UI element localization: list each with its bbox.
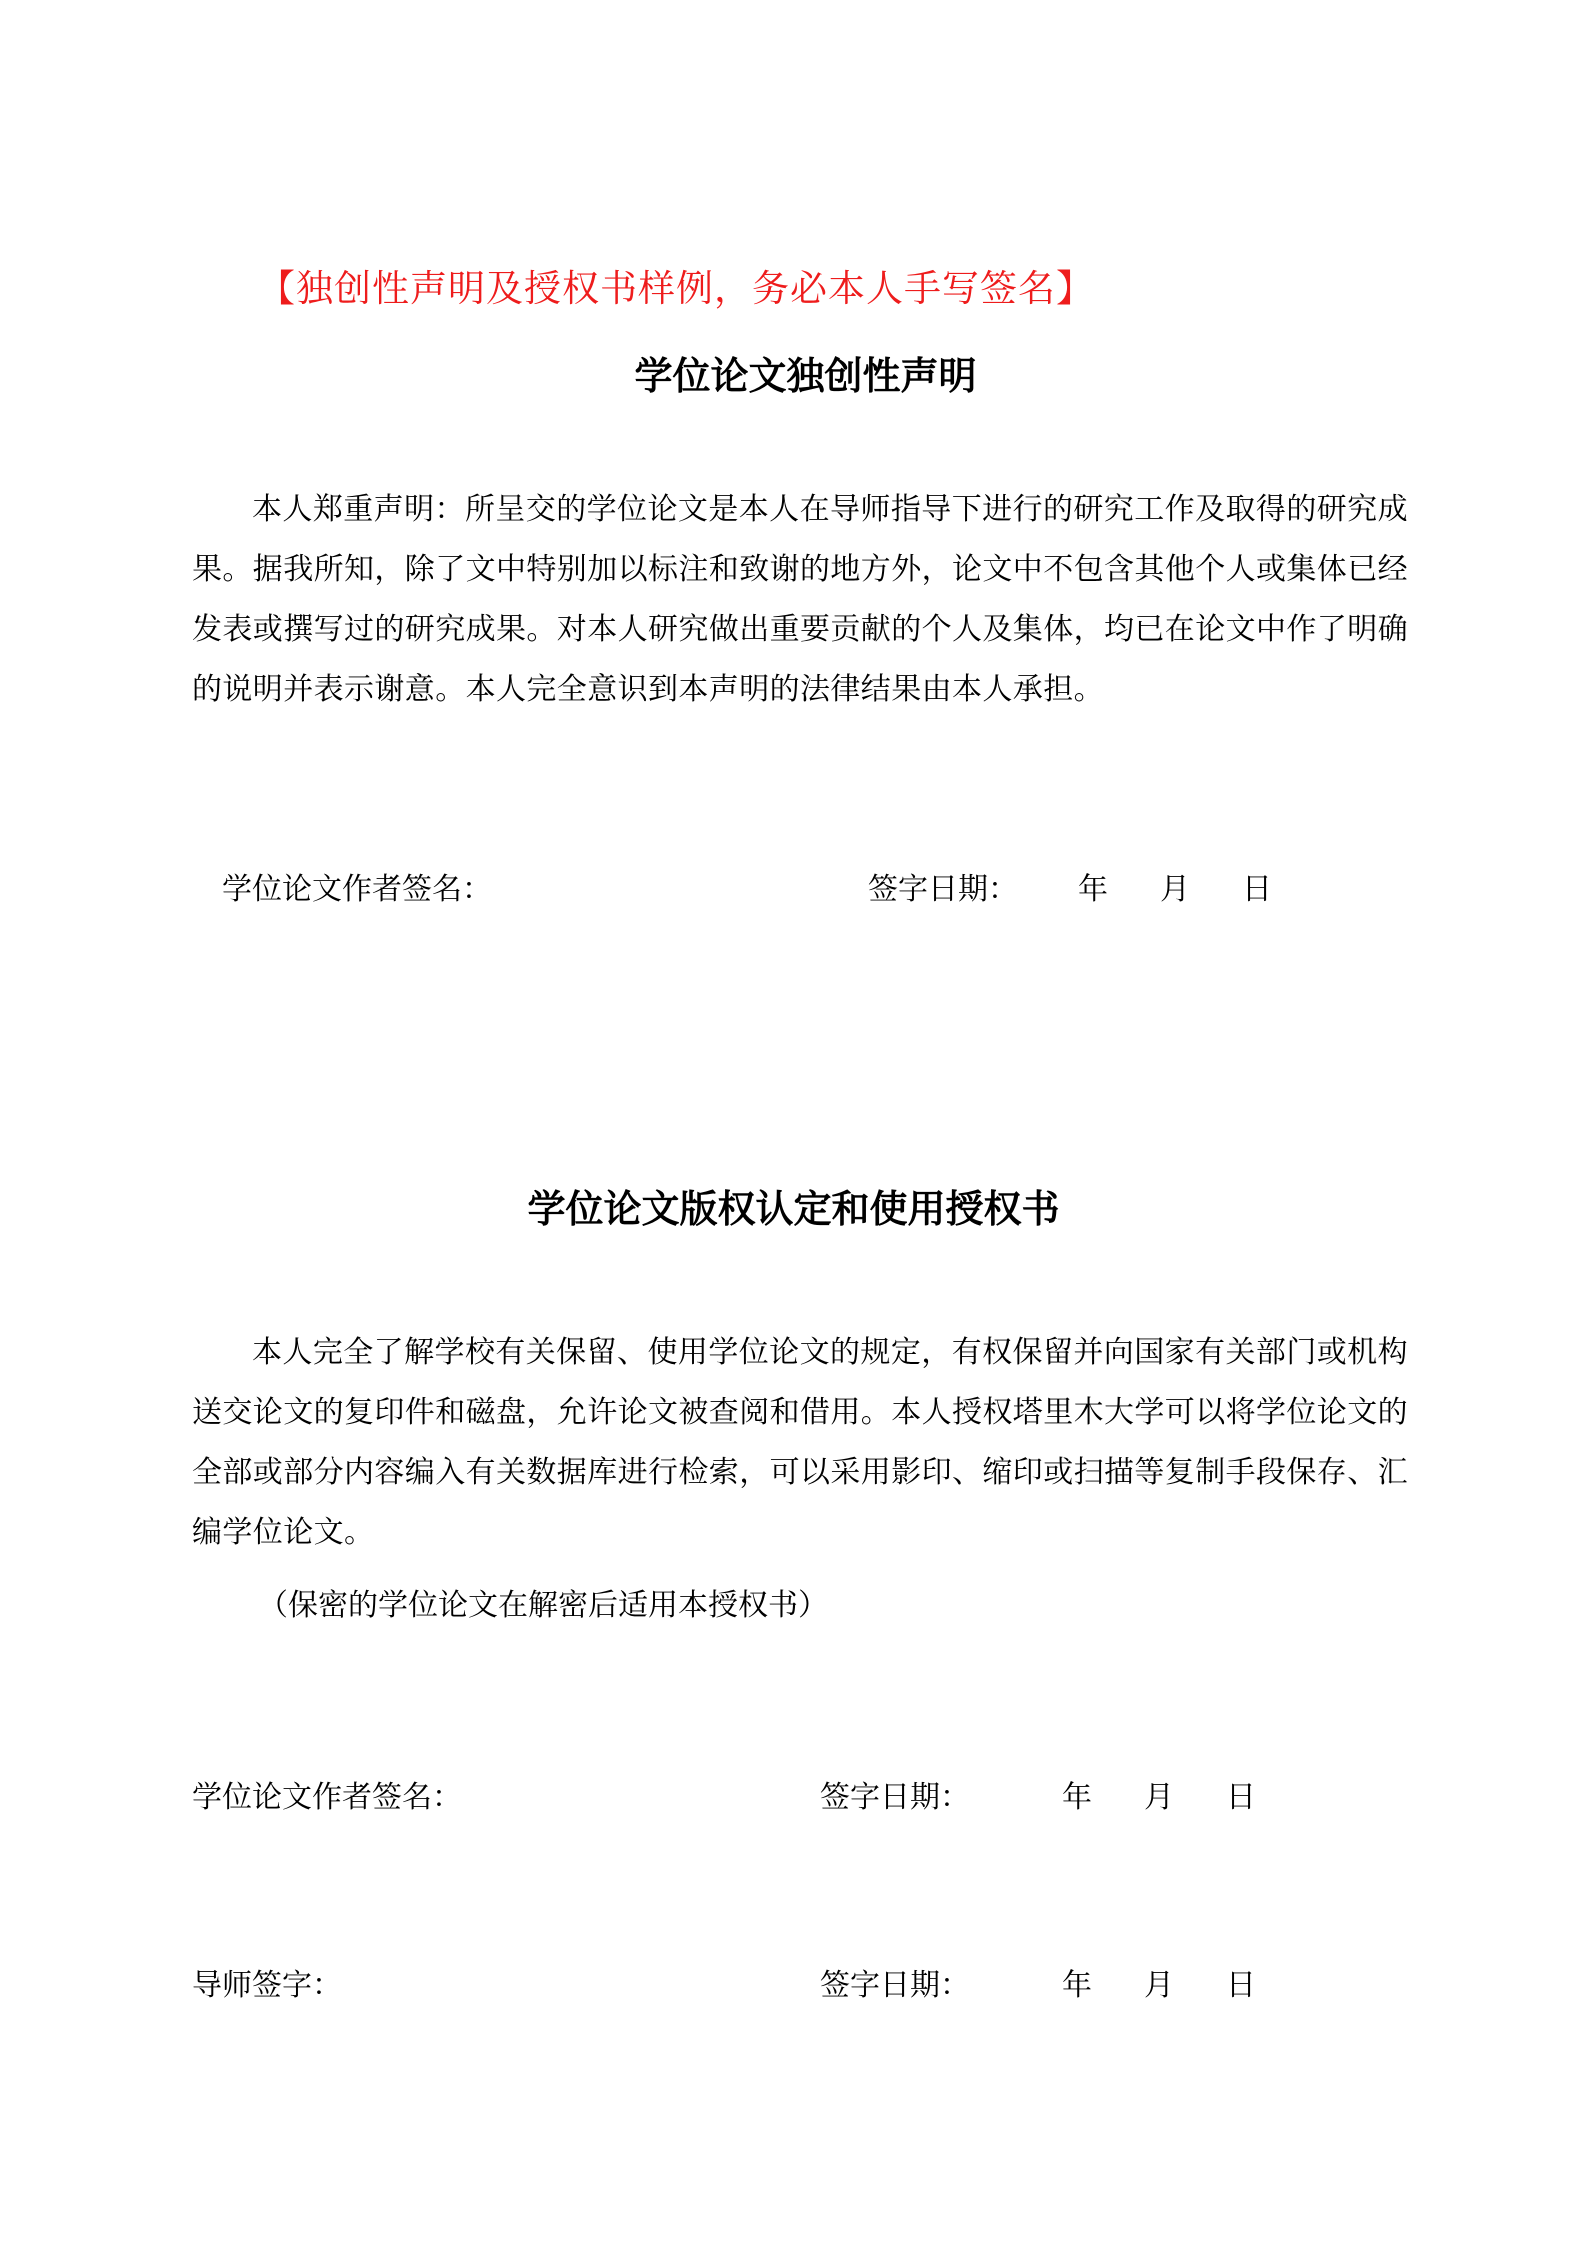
supervisor-day: 日	[1226, 1968, 1256, 2003]
authorization-author-date-label: 签字日期：	[820, 1780, 970, 1815]
declaration-date-label: 签字日期：	[868, 872, 1018, 907]
supervisor-year: 年	[1062, 1968, 1092, 2003]
declaration-title: 学位论文独创性声明	[634, 354, 977, 398]
authorization-note: （保密的学位论文在解密后适用本授权书）	[258, 1588, 828, 1623]
supervisor-date-label: 签字日期：	[820, 1968, 970, 2003]
declaration-year: 年	[1078, 872, 1108, 907]
authorization-author-month: 月	[1144, 1780, 1174, 1815]
sample-notice: 【独创性声明及授权书样例，务必本人手写签名】	[258, 267, 1094, 310]
declaration-month: 月	[1160, 872, 1190, 907]
declaration-day: 日	[1242, 872, 1272, 907]
authorization-author-year: 年	[1062, 1780, 1092, 1815]
supervisor-signature-label: 导师签字：	[192, 1968, 342, 2003]
declaration-author-signature-label: 学位论文作者签名：	[222, 872, 492, 907]
authorization-body: 本人完全了解学校有关保留、使用学位论文的规定，有权保留并向国家有关部门或机构送交论文的复印件和磁盘，允许论文被查阅和借用。本人授权塔里木大学可以将学位论文的全部或部分内容编入有关数据库进行检索，可以采用影印、缩印或扫描等复制手段保存、汇编学位论文。	[192, 1335, 1408, 1550]
supervisor-month: 月	[1144, 1968, 1174, 2003]
declaration-body: 本人郑重声明：所呈交的学位论文是本人在导师指导下进行的研究工作及取得的研究成果。据我所知，除了文中特别加以标注和致谢的地方外，论文中不包含其他个人或集体已经发表或撰写过的研究成果。对本人研究做出重要贡献的个人及集体，均已在论文中作了明确的说明并表示谢意。本人完全意识到本声明的法律结果由本人承担。	[192, 492, 1408, 707]
authorization-author-signature-label: 学位论文作者签名：	[192, 1780, 462, 1815]
authorization-author-day: 日	[1226, 1780, 1256, 1815]
authorization-title: 学位论文版权认定和使用授权书	[527, 1187, 1060, 1231]
